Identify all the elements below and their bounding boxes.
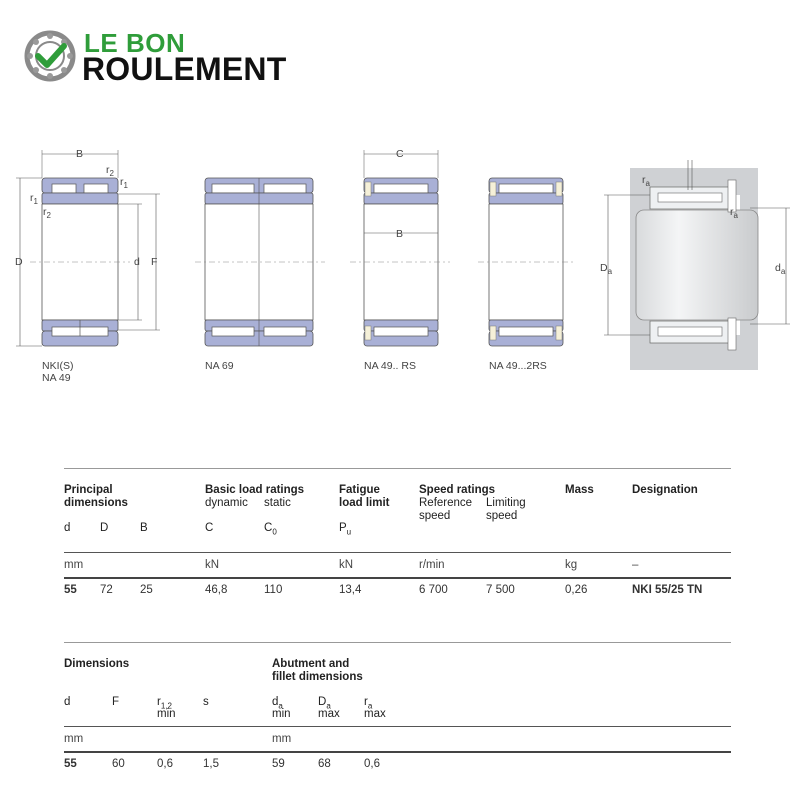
symbol-Pu: $P_u$ xyxy=(339,522,352,537)
table-rule xyxy=(64,468,731,469)
dim-label-Da: $D_a$ xyxy=(600,262,613,277)
value-designation: NKI 55/25 TN xyxy=(632,584,703,596)
symbol-D: D xyxy=(100,522,109,534)
value-B: 25 xyxy=(140,584,153,596)
symbol-Da: $D_a$ xyxy=(318,696,331,711)
header-dimensions-2: Dimensions xyxy=(64,658,130,670)
header-limiting-speed: speed xyxy=(486,510,518,522)
mounting-drawing xyxy=(604,160,790,370)
value-F: 60 xyxy=(112,758,125,770)
symbol-ra: $r_a$ xyxy=(364,696,373,711)
brand-logo xyxy=(24,26,304,86)
header-basic-load: Basic load ratings xyxy=(205,484,305,496)
dim-label-ra-top: $r_a$ xyxy=(642,174,650,189)
bearing-na492rs-drawing xyxy=(478,178,575,346)
symbol-da: $d_a$ xyxy=(272,696,283,711)
dim-label-ra-right: $r_a$ xyxy=(730,206,738,221)
caption-na49rs: NA 49.. RS xyxy=(364,360,416,372)
unit-mm-dimensions: mm xyxy=(64,733,84,745)
header-static: static xyxy=(264,497,291,509)
bearing-drawings xyxy=(0,140,800,390)
dim-label-r1-top: $r_1$ xyxy=(120,176,128,191)
unit-kN: kN xyxy=(205,559,220,571)
value-D: 72 xyxy=(100,584,113,596)
header-designation: Designation xyxy=(632,484,698,496)
table-rule xyxy=(64,726,731,727)
dim-label-F: F xyxy=(151,256,158,268)
value-ra: 0,6 xyxy=(364,758,380,770)
unit-dash: – xyxy=(632,559,639,571)
dim-label-r2-left: $r_2$ xyxy=(43,206,51,221)
header-abutment: Abutment and xyxy=(272,658,350,670)
symbol-F: F xyxy=(112,696,120,708)
value-da: 59 xyxy=(272,758,285,770)
unit-kN-pu: kN xyxy=(339,559,354,571)
qualifier-Da: max xyxy=(318,708,340,720)
header-reference: Reference xyxy=(419,497,473,509)
dim-label-d: d xyxy=(134,256,140,268)
value-C0: 110 xyxy=(264,584,283,596)
dim-label-da: $d_a$ xyxy=(775,262,786,277)
dim-label-r1-left: $r_1$ xyxy=(30,192,38,207)
dim-label-D: D xyxy=(15,256,23,268)
header-fillet: fillet dimensions xyxy=(272,671,363,683)
header-dynamic: dynamic xyxy=(205,497,248,509)
bearing-na69-drawing xyxy=(195,178,325,346)
bearing-check-icon xyxy=(24,30,76,82)
table-rule xyxy=(64,751,731,753)
bearing-nki-drawing xyxy=(16,150,160,346)
header-limiting: Limiting xyxy=(486,497,526,509)
qualifier-da: min xyxy=(272,708,291,720)
value-d-2: 55 xyxy=(64,758,77,770)
value-Pu: 13,4 xyxy=(339,584,362,596)
header-speed: Speed ratings xyxy=(419,484,496,496)
unit-mm-abutment: mm xyxy=(272,733,292,745)
header-principal: Principal xyxy=(64,484,113,496)
value-mass: 0,26 xyxy=(565,584,588,596)
symbol-r12: $r_{1,2}$ xyxy=(157,696,172,711)
unit-kg: kg xyxy=(565,559,578,571)
value-d: 55 xyxy=(64,584,77,596)
symbol-d: d xyxy=(64,522,71,534)
unit-rmin: r/min xyxy=(419,559,445,571)
symbol-B: B xyxy=(140,522,148,534)
value-limiting-speed: 7 500 xyxy=(486,584,515,596)
header-reference-speed: speed xyxy=(419,510,451,522)
value-r12: 0,6 xyxy=(157,758,173,770)
unit-mm: mm xyxy=(64,559,84,571)
dim-label-r2-top: $r_2$ xyxy=(106,164,114,179)
value-reference-speed: 6 700 xyxy=(419,584,448,596)
value-Da: 68 xyxy=(318,758,331,770)
symbol-C0: $C_0$ xyxy=(264,522,277,537)
dim-label-B2: B xyxy=(396,228,404,240)
header-load-limit: load limit xyxy=(339,497,390,509)
bearing-na49rs-drawing xyxy=(350,150,450,346)
value-C: 46,8 xyxy=(205,584,228,596)
logo-text-line1: LE BON xyxy=(84,28,186,58)
caption-na49: NA 49 xyxy=(42,372,71,384)
symbol-d-2: d xyxy=(64,696,71,708)
table-rule xyxy=(64,552,731,553)
logo-text-line2: ROULEMENT xyxy=(82,51,287,87)
header-dimensions: dimensions xyxy=(64,497,128,509)
qualifier-r12: min xyxy=(157,708,176,720)
dim-label-C: C xyxy=(396,148,404,160)
qualifier-ra: max xyxy=(364,708,386,720)
dim-label-B: B xyxy=(76,148,84,160)
header-mass: Mass xyxy=(565,484,594,496)
caption-na69: NA 69 xyxy=(205,360,234,372)
header-fatigue: Fatigue xyxy=(339,484,380,496)
caption-na492rs: NA 49...2RS xyxy=(489,360,547,372)
table-rule xyxy=(64,577,731,579)
symbol-C: C xyxy=(205,522,214,534)
table-rule xyxy=(64,642,731,643)
caption-nki: NKI(S) xyxy=(42,360,74,372)
value-s: 1,5 xyxy=(203,758,219,770)
symbol-s: s xyxy=(203,696,209,708)
